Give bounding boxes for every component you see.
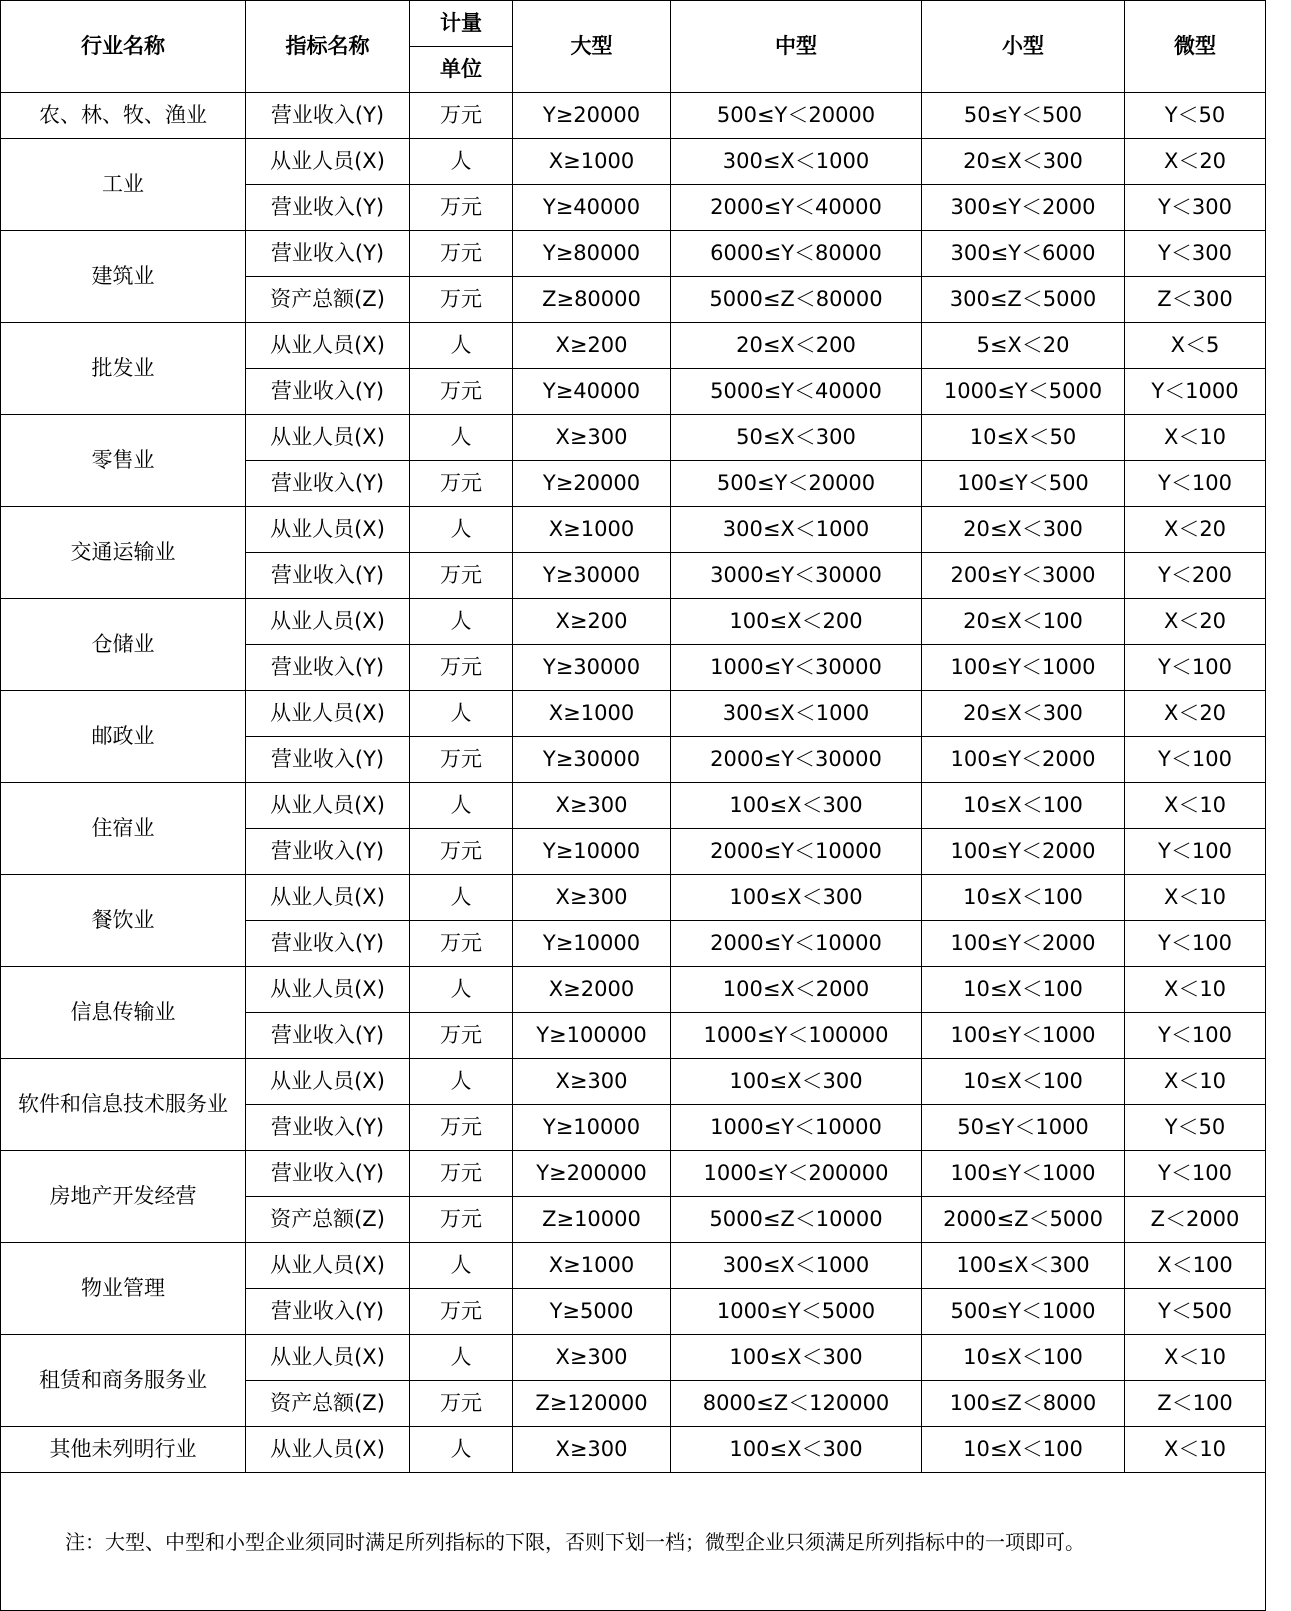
indicator-cell: 从业人员(X): [246, 783, 410, 829]
large-threshold-cell: Z≥120000: [513, 1381, 671, 1427]
medium-threshold-cell: 2000≤Y＜10000: [671, 921, 922, 967]
indicator-cell: 营业收入(Y): [246, 1289, 410, 1335]
medium-threshold-cell: 300≤X＜1000: [671, 691, 922, 737]
unit-cell: 万元: [410, 231, 513, 277]
industry-name-cell: 邮政业: [1, 691, 246, 783]
small-threshold-cell: 300≤Y＜6000: [922, 231, 1125, 277]
micro-threshold-cell: Y＜100: [1125, 829, 1266, 875]
table-row: [1, 691, 1266, 737]
industry-name-cell: 餐饮业: [1, 875, 246, 967]
medium-threshold-cell: 100≤X＜300: [671, 1335, 922, 1381]
medium-threshold-cell: 6000≤Y＜80000: [671, 231, 922, 277]
medium-threshold-cell: 2000≤Y＜30000: [671, 737, 922, 783]
table-row: [1, 231, 1266, 277]
industry-name-cell: 租赁和商务服务业: [1, 1335, 246, 1427]
industry-name-cell: 房地产开发经营: [1, 1151, 246, 1243]
micro-threshold-cell: X＜20: [1125, 139, 1266, 185]
micro-threshold-cell: X＜10: [1125, 967, 1266, 1013]
micro-threshold-cell: X＜100: [1125, 1243, 1266, 1289]
large-threshold-cell: X≥300: [513, 1335, 671, 1381]
indicator-cell: 从业人员(X): [246, 139, 410, 185]
small-threshold-cell: 20≤X＜300: [922, 691, 1125, 737]
medium-threshold-cell: 8000≤Z＜120000: [671, 1381, 922, 1427]
medium-threshold-cell: 50≤X＜300: [671, 415, 922, 461]
industry-name-cell: 物业管理: [1, 1243, 246, 1335]
industry-name-cell: 批发业: [1, 323, 246, 415]
unit-cell: 人: [410, 783, 513, 829]
small-threshold-cell: 10≤X＜100: [922, 1427, 1125, 1473]
micro-threshold-cell: X＜10: [1125, 1427, 1266, 1473]
micro-threshold-cell: X＜20: [1125, 599, 1266, 645]
small-threshold-cell: 100≤Y＜1000: [922, 1013, 1125, 1059]
medium-threshold-cell: 300≤X＜1000: [671, 1243, 922, 1289]
small-threshold-cell: 100≤Y＜2000: [922, 829, 1125, 875]
micro-threshold-cell: X＜20: [1125, 507, 1266, 553]
micro-threshold-cell: Y＜300: [1125, 185, 1266, 231]
medium-threshold-cell: 5000≤Z＜10000: [671, 1197, 922, 1243]
header-industry: 行业名称: [1, 1, 246, 93]
small-threshold-cell: 200≤Y＜3000: [922, 553, 1125, 599]
small-threshold-cell: 500≤Y＜1000: [922, 1289, 1125, 1335]
header-small: 小型: [922, 1, 1125, 93]
micro-threshold-cell: Z＜300: [1125, 277, 1266, 323]
indicator-cell: 营业收入(Y): [246, 1105, 410, 1151]
indicator-cell: 从业人员(X): [246, 1059, 410, 1105]
micro-threshold-cell: Y＜50: [1125, 1105, 1266, 1151]
indicator-cell: 营业收入(Y): [246, 645, 410, 691]
indicator-cell: 营业收入(Y): [246, 93, 410, 139]
indicator-cell: 营业收入(Y): [246, 461, 410, 507]
medium-threshold-cell: 100≤X＜2000: [671, 967, 922, 1013]
small-threshold-cell: 5≤X＜20: [922, 323, 1125, 369]
unit-cell: 人: [410, 139, 513, 185]
indicator-cell: 从业人员(X): [246, 323, 410, 369]
indicator-cell: 从业人员(X): [246, 1427, 410, 1473]
large-threshold-cell: Y≥40000: [513, 369, 671, 415]
note-row: [1, 1473, 1266, 1611]
unit-cell: 万元: [410, 93, 513, 139]
header-unit-line2: 单位: [410, 47, 513, 93]
table-row: [1, 875, 1266, 921]
small-threshold-cell: 300≤Y＜2000: [922, 185, 1125, 231]
table-row: [1, 415, 1266, 461]
micro-threshold-cell: Y＜200: [1125, 553, 1266, 599]
unit-cell: 万元: [410, 1105, 513, 1151]
medium-threshold-cell: 500≤Y＜20000: [671, 461, 922, 507]
industry-name-cell: 仓储业: [1, 599, 246, 691]
small-threshold-cell: 20≤X＜300: [922, 139, 1125, 185]
unit-cell: 万元: [410, 277, 513, 323]
medium-threshold-cell: 100≤X＜200: [671, 599, 922, 645]
unit-cell: 人: [410, 691, 513, 737]
large-threshold-cell: Z≥10000: [513, 1197, 671, 1243]
small-threshold-cell: 100≤X＜300: [922, 1243, 1125, 1289]
large-threshold-cell: Y≥10000: [513, 829, 671, 875]
indicator-cell: 资产总额(Z): [246, 1197, 410, 1243]
micro-threshold-cell: Y＜50: [1125, 93, 1266, 139]
micro-threshold-cell: X＜10: [1125, 783, 1266, 829]
micro-threshold-cell: Y＜100: [1125, 1013, 1266, 1059]
table-row: [1, 783, 1266, 829]
header-large: 大型: [513, 1, 671, 93]
indicator-cell: 营业收入(Y): [246, 829, 410, 875]
indicator-cell: 从业人员(X): [246, 415, 410, 461]
large-threshold-cell: Y≥30000: [513, 737, 671, 783]
unit-cell: 万元: [410, 1289, 513, 1335]
header-indicator: 指标名称: [246, 1, 410, 93]
industry-name-cell: 其他未列明行业: [1, 1427, 246, 1473]
micro-threshold-cell: Z＜2000: [1125, 1197, 1266, 1243]
table-row: [1, 1427, 1266, 1473]
indicator-cell: 从业人员(X): [246, 507, 410, 553]
large-threshold-cell: Y≥20000: [513, 93, 671, 139]
unit-cell: 人: [410, 1427, 513, 1473]
large-threshold-cell: X≥300: [513, 1427, 671, 1473]
large-threshold-cell: Y≥20000: [513, 461, 671, 507]
table-row: [1, 599, 1266, 645]
small-threshold-cell: 50≤Y＜1000: [922, 1105, 1125, 1151]
micro-threshold-cell: X＜20: [1125, 691, 1266, 737]
indicator-cell: 营业收入(Y): [246, 737, 410, 783]
medium-threshold-cell: 1000≤Y＜30000: [671, 645, 922, 691]
micro-threshold-cell: X＜10: [1125, 415, 1266, 461]
large-threshold-cell: X≥1000: [513, 507, 671, 553]
large-threshold-cell: Y≥80000: [513, 231, 671, 277]
indicator-cell: 营业收入(Y): [246, 1013, 410, 1059]
small-threshold-cell: 10≤X＜100: [922, 1335, 1125, 1381]
micro-threshold-cell: Y＜300: [1125, 231, 1266, 277]
small-threshold-cell: 100≤Y＜2000: [922, 921, 1125, 967]
unit-cell: 人: [410, 875, 513, 921]
large-threshold-cell: Y≥40000: [513, 185, 671, 231]
indicator-cell: 营业收入(Y): [246, 921, 410, 967]
unit-cell: 人: [410, 1059, 513, 1105]
medium-threshold-cell: 500≤Y＜20000: [671, 93, 922, 139]
small-threshold-cell: 300≤Z＜5000: [922, 277, 1125, 323]
header-unit-line1: 计量: [410, 1, 513, 47]
large-threshold-cell: Y≥10000: [513, 921, 671, 967]
small-threshold-cell: 100≤Y＜1000: [922, 1151, 1125, 1197]
small-threshold-cell: 10≤X＜100: [922, 875, 1125, 921]
unit-cell: 人: [410, 415, 513, 461]
indicator-cell: 营业收入(Y): [246, 369, 410, 415]
small-threshold-cell: 1000≤Y＜5000: [922, 369, 1125, 415]
medium-threshold-cell: 5000≤Z＜80000: [671, 277, 922, 323]
indicator-cell: 营业收入(Y): [246, 231, 410, 277]
large-threshold-cell: X≥300: [513, 415, 671, 461]
small-threshold-cell: 20≤X＜100: [922, 599, 1125, 645]
table-row: [1, 1059, 1266, 1105]
indicator-cell: 从业人员(X): [246, 691, 410, 737]
unit-cell: 万元: [410, 1151, 513, 1197]
table-row: [1, 323, 1266, 369]
unit-cell: 人: [410, 1335, 513, 1381]
large-threshold-cell: Y≥10000: [513, 1105, 671, 1151]
small-threshold-cell: 2000≤Z＜5000: [922, 1197, 1125, 1243]
unit-cell: 万元: [410, 829, 513, 875]
micro-threshold-cell: X＜5: [1125, 323, 1266, 369]
unit-cell: 人: [410, 507, 513, 553]
medium-threshold-cell: 100≤X＜300: [671, 1059, 922, 1105]
small-threshold-cell: 100≤Y＜2000: [922, 737, 1125, 783]
table-row: [1, 1243, 1266, 1289]
micro-threshold-cell: X＜10: [1125, 1059, 1266, 1105]
micro-threshold-cell: X＜10: [1125, 1335, 1266, 1381]
indicator-cell: 营业收入(Y): [246, 1151, 410, 1197]
indicator-cell: 营业收入(Y): [246, 185, 410, 231]
table-row: [1, 1335, 1266, 1381]
industry-name-cell: 工业: [1, 139, 246, 231]
industry-name-cell: 软件和信息技术服务业: [1, 1059, 246, 1151]
large-threshold-cell: X≥200: [513, 599, 671, 645]
small-threshold-cell: 20≤X＜300: [922, 507, 1125, 553]
industry-name-cell: 农、林、牧、渔业: [1, 93, 246, 139]
header-micro: 微型: [1125, 1, 1266, 93]
medium-threshold-cell: 20≤X＜200: [671, 323, 922, 369]
large-threshold-cell: X≥300: [513, 1059, 671, 1105]
table-row: [1, 1151, 1266, 1197]
micro-threshold-cell: Y＜100: [1125, 461, 1266, 507]
unit-cell: 万元: [410, 461, 513, 507]
micro-threshold-cell: X＜10: [1125, 875, 1266, 921]
indicator-cell: 从业人员(X): [246, 967, 410, 1013]
footnote: 注：大型、中型和小型企业须同时满足所列指标的下限，否则下划一档；微型企业只须满足所列指标中的一项即可。: [1, 1473, 1266, 1611]
medium-threshold-cell: 1000≤Y＜200000: [671, 1151, 922, 1197]
large-threshold-cell: Y≥30000: [513, 645, 671, 691]
indicator-cell: 从业人员(X): [246, 875, 410, 921]
indicator-cell: 资产总额(Z): [246, 277, 410, 323]
indicator-cell: 从业人员(X): [246, 599, 410, 645]
medium-threshold-cell: 100≤X＜300: [671, 783, 922, 829]
large-threshold-cell: X≥300: [513, 783, 671, 829]
unit-cell: 万元: [410, 921, 513, 967]
large-threshold-cell: Y≥30000: [513, 553, 671, 599]
table-row: [1, 93, 1266, 139]
large-threshold-cell: X≥1000: [513, 139, 671, 185]
medium-threshold-cell: 300≤X＜1000: [671, 507, 922, 553]
unit-cell: 万元: [410, 645, 513, 691]
small-threshold-cell: 10≤X＜100: [922, 967, 1125, 1013]
unit-cell: 万元: [410, 1197, 513, 1243]
large-threshold-cell: X≥1000: [513, 691, 671, 737]
table-row: [1, 139, 1266, 185]
large-threshold-cell: X≥200: [513, 323, 671, 369]
micro-threshold-cell: Y＜100: [1125, 737, 1266, 783]
unit-cell: 万元: [410, 1013, 513, 1059]
medium-threshold-cell: 1000≤Y＜5000: [671, 1289, 922, 1335]
indicator-cell: 从业人员(X): [246, 1335, 410, 1381]
unit-cell: 万元: [410, 185, 513, 231]
medium-threshold-cell: 100≤X＜300: [671, 875, 922, 921]
unit-cell: 万元: [410, 737, 513, 783]
micro-threshold-cell: Z＜100: [1125, 1381, 1266, 1427]
large-threshold-cell: X≥1000: [513, 1243, 671, 1289]
unit-cell: 万元: [410, 369, 513, 415]
unit-cell: 万元: [410, 553, 513, 599]
large-threshold-cell: Y≥200000: [513, 1151, 671, 1197]
header-row: [1, 1, 1266, 47]
unit-cell: 人: [410, 323, 513, 369]
small-threshold-cell: 10≤X＜50: [922, 415, 1125, 461]
indicator-cell: 营业收入(Y): [246, 553, 410, 599]
industry-name-cell: 住宿业: [1, 783, 246, 875]
micro-threshold-cell: Y＜500: [1125, 1289, 1266, 1335]
medium-threshold-cell: 5000≤Y＜40000: [671, 369, 922, 415]
table-body: [1, 1, 1266, 1473]
industry-name-cell: 交通运输业: [1, 507, 246, 599]
unit-cell: 万元: [410, 1381, 513, 1427]
table-row: [1, 507, 1266, 553]
large-threshold-cell: Y≥5000: [513, 1289, 671, 1335]
medium-threshold-cell: 2000≤Y＜40000: [671, 185, 922, 231]
industry-name-cell: 零售业: [1, 415, 246, 507]
industry-name-cell: 建筑业: [1, 231, 246, 323]
large-threshold-cell: X≥300: [513, 875, 671, 921]
medium-threshold-cell: 300≤X＜1000: [671, 139, 922, 185]
small-threshold-cell: 100≤Z＜8000: [922, 1381, 1125, 1427]
indicator-cell: 资产总额(Z): [246, 1381, 410, 1427]
industry-name-cell: 信息传输业: [1, 967, 246, 1059]
medium-threshold-cell: 100≤X＜300: [671, 1427, 922, 1473]
small-threshold-cell: 10≤X＜100: [922, 1059, 1125, 1105]
medium-threshold-cell: 2000≤Y＜10000: [671, 829, 922, 875]
micro-threshold-cell: Y＜100: [1125, 1151, 1266, 1197]
medium-threshold-cell: 1000≤Y＜10000: [671, 1105, 922, 1151]
small-threshold-cell: 100≤Y＜500: [922, 461, 1125, 507]
medium-threshold-cell: 1000≤Y＜100000: [671, 1013, 922, 1059]
small-threshold-cell: 100≤Y＜1000: [922, 645, 1125, 691]
unit-cell: 人: [410, 1243, 513, 1289]
large-threshold-cell: Z≥80000: [513, 277, 671, 323]
header-medium: 中型: [671, 1, 922, 93]
micro-threshold-cell: Y＜1000: [1125, 369, 1266, 415]
small-threshold-cell: 10≤X＜100: [922, 783, 1125, 829]
small-threshold-cell: 50≤Y＜500: [922, 93, 1125, 139]
table-row: [1, 967, 1266, 1013]
micro-threshold-cell: Y＜100: [1125, 921, 1266, 967]
unit-cell: 人: [410, 967, 513, 1013]
large-threshold-cell: X≥2000: [513, 967, 671, 1013]
micro-threshold-cell: Y＜100: [1125, 645, 1266, 691]
unit-cell: 人: [410, 599, 513, 645]
large-threshold-cell: Y≥100000: [513, 1013, 671, 1059]
medium-threshold-cell: 3000≤Y＜30000: [671, 553, 922, 599]
indicator-cell: 从业人员(X): [246, 1243, 410, 1289]
